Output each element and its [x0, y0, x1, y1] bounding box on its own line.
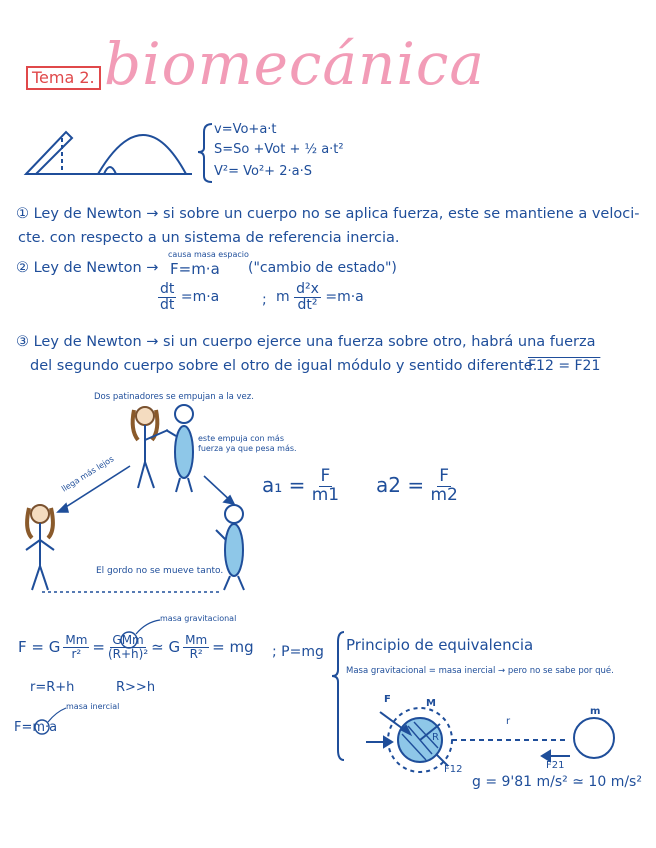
- gravity-note-inertial: masa inercial: [66, 702, 120, 711]
- skaters-top-caption: Dos patinadores se empujan a la vez.: [94, 392, 254, 402]
- gravity-F-ma: F=m·a: [14, 720, 58, 735]
- gravity-P-eq: ; P=mg: [272, 644, 324, 660]
- a1-numerator: F: [320, 466, 331, 486]
- gravity-equation: F = G $\frac{Mm}{\text{r²}}$ = $\frac{\text{GMm}}{\text{(R+h)²}}$ ≃ G $\frac{Mm}{\text{R²}}$ = mg: [18, 633, 254, 661]
- gravity-f1-den: r²: [71, 646, 82, 661]
- ramp-drawing: [26, 132, 96, 174]
- skaters-side-note: este empuja con más fuerza ya que pesa más.: [198, 434, 297, 453]
- a2-label: a2 =: [376, 472, 425, 497]
- newton3-line2: del segundo cuerpo sobre el otro de igual módulo y sentido diferente.: [30, 358, 538, 374]
- equivalence-title: Principio de equivalencia: [346, 636, 534, 654]
- diagram-label-F: F: [384, 694, 391, 705]
- gravity-note-grav: masa gravitacional: [160, 614, 237, 623]
- gravity-f2-num: GMm: [112, 633, 144, 647]
- skater-girl-top: [133, 407, 168, 488]
- diagram-label-F21: F21: [546, 760, 565, 771]
- topic-tag: Tema 2.: [26, 66, 101, 90]
- skaters-left-note: llega más lejos: [60, 454, 116, 494]
- gravity-rh: R>>h: [116, 680, 156, 695]
- d2x-numerator: d²x: [296, 281, 319, 297]
- skater-boy-top: [166, 405, 193, 492]
- newton1-line1: ① Ley de Newton → si sobre un cuerpo no se aplica fuerza, este se mantiene a veloci-: [16, 206, 640, 222]
- skater-girl-bottom: [26, 505, 54, 590]
- skaters-bottom-caption: El gordo no se mueve tanto.: [96, 566, 224, 576]
- kinematics-eq-torricelli: V²= Vo²+ 2·a·S: [214, 164, 312, 179]
- arrow-masa-grav: [136, 620, 160, 634]
- equivalence-note: Masa gravitacional = masa inercial → pero no se sabe por qué.: [346, 666, 614, 676]
- newton2-note-causa: causa: [168, 250, 192, 259]
- newton2-dt-expr: [158, 282, 219, 312]
- newton2-d2x-expr: [276, 282, 364, 312]
- a1-denominator: m1: [311, 484, 340, 505]
- m-prefix: m: [276, 289, 290, 306]
- skater-boy-bottom: [216, 505, 244, 590]
- kinematics-eq-velocity: v=Vo+a·t: [214, 122, 277, 137]
- accel-a2: [376, 468, 458, 505]
- gravity-f2-den: (R+h)²: [107, 646, 149, 661]
- gravity-r-eq: r=R+h: [30, 680, 75, 695]
- gravity-f1-num: Mm: [65, 633, 88, 647]
- newton2-state: ("cambio de estado"): [248, 260, 397, 276]
- gravity-approx: ≃ G: [151, 638, 181, 657]
- newton3-vector-eq: F12 = F21: [528, 358, 601, 374]
- dt-rhs: =m·a: [180, 289, 220, 306]
- a2-numerator: F: [439, 466, 450, 486]
- gravity-f3-num: Mm: [185, 633, 208, 647]
- d2x-rhs: =m·a: [325, 289, 364, 306]
- brace-equivalence: [332, 632, 344, 760]
- newton2-note-masa: masa espacio: [194, 250, 249, 259]
- diagram-label-r: r: [506, 716, 511, 727]
- diagram-label-M: M: [426, 698, 436, 709]
- newton2-separator: ;: [262, 292, 267, 308]
- diagram-label-m: m: [590, 706, 601, 717]
- newton3-line1: ③ Ley de Newton → si un cuerpo ejerce una fuerza sobre otro, habrá una fuerza: [16, 334, 596, 350]
- dt-denominator: dt: [160, 296, 175, 313]
- diagram-label-R: R: [432, 732, 439, 743]
- gravity-F-eq: F = G: [18, 638, 61, 657]
- gravity-eq-mg: = mg: [212, 638, 254, 657]
- a2-denominator: m2: [430, 484, 458, 505]
- diagram-label-F12: F12: [444, 764, 463, 775]
- d2x-denominator: dt²: [297, 296, 318, 313]
- page-title: biomecánica: [104, 30, 485, 98]
- parabola-drawing: [96, 135, 192, 174]
- a1-label: a₁ =: [262, 472, 306, 497]
- brace-kinematics: [198, 124, 212, 182]
- newton2-label: ② Ley de Newton →: [16, 260, 159, 276]
- gravity-f3-den: R²: [189, 646, 203, 661]
- kinematics-eq-position: S=So +Vot + ½ a·t²: [214, 142, 344, 157]
- accel-a1: [262, 468, 339, 505]
- newton2-formula: F=m·a: [170, 260, 220, 278]
- dt-numerator: dt: [160, 281, 175, 297]
- newton1-line2: cte. con respecto a un sistema de referencia inercia.: [18, 230, 400, 246]
- gravity-value: g = 9'81 m/s² ≃ 10 m/s²: [472, 774, 642, 790]
- equivalence-diagram: [366, 708, 614, 772]
